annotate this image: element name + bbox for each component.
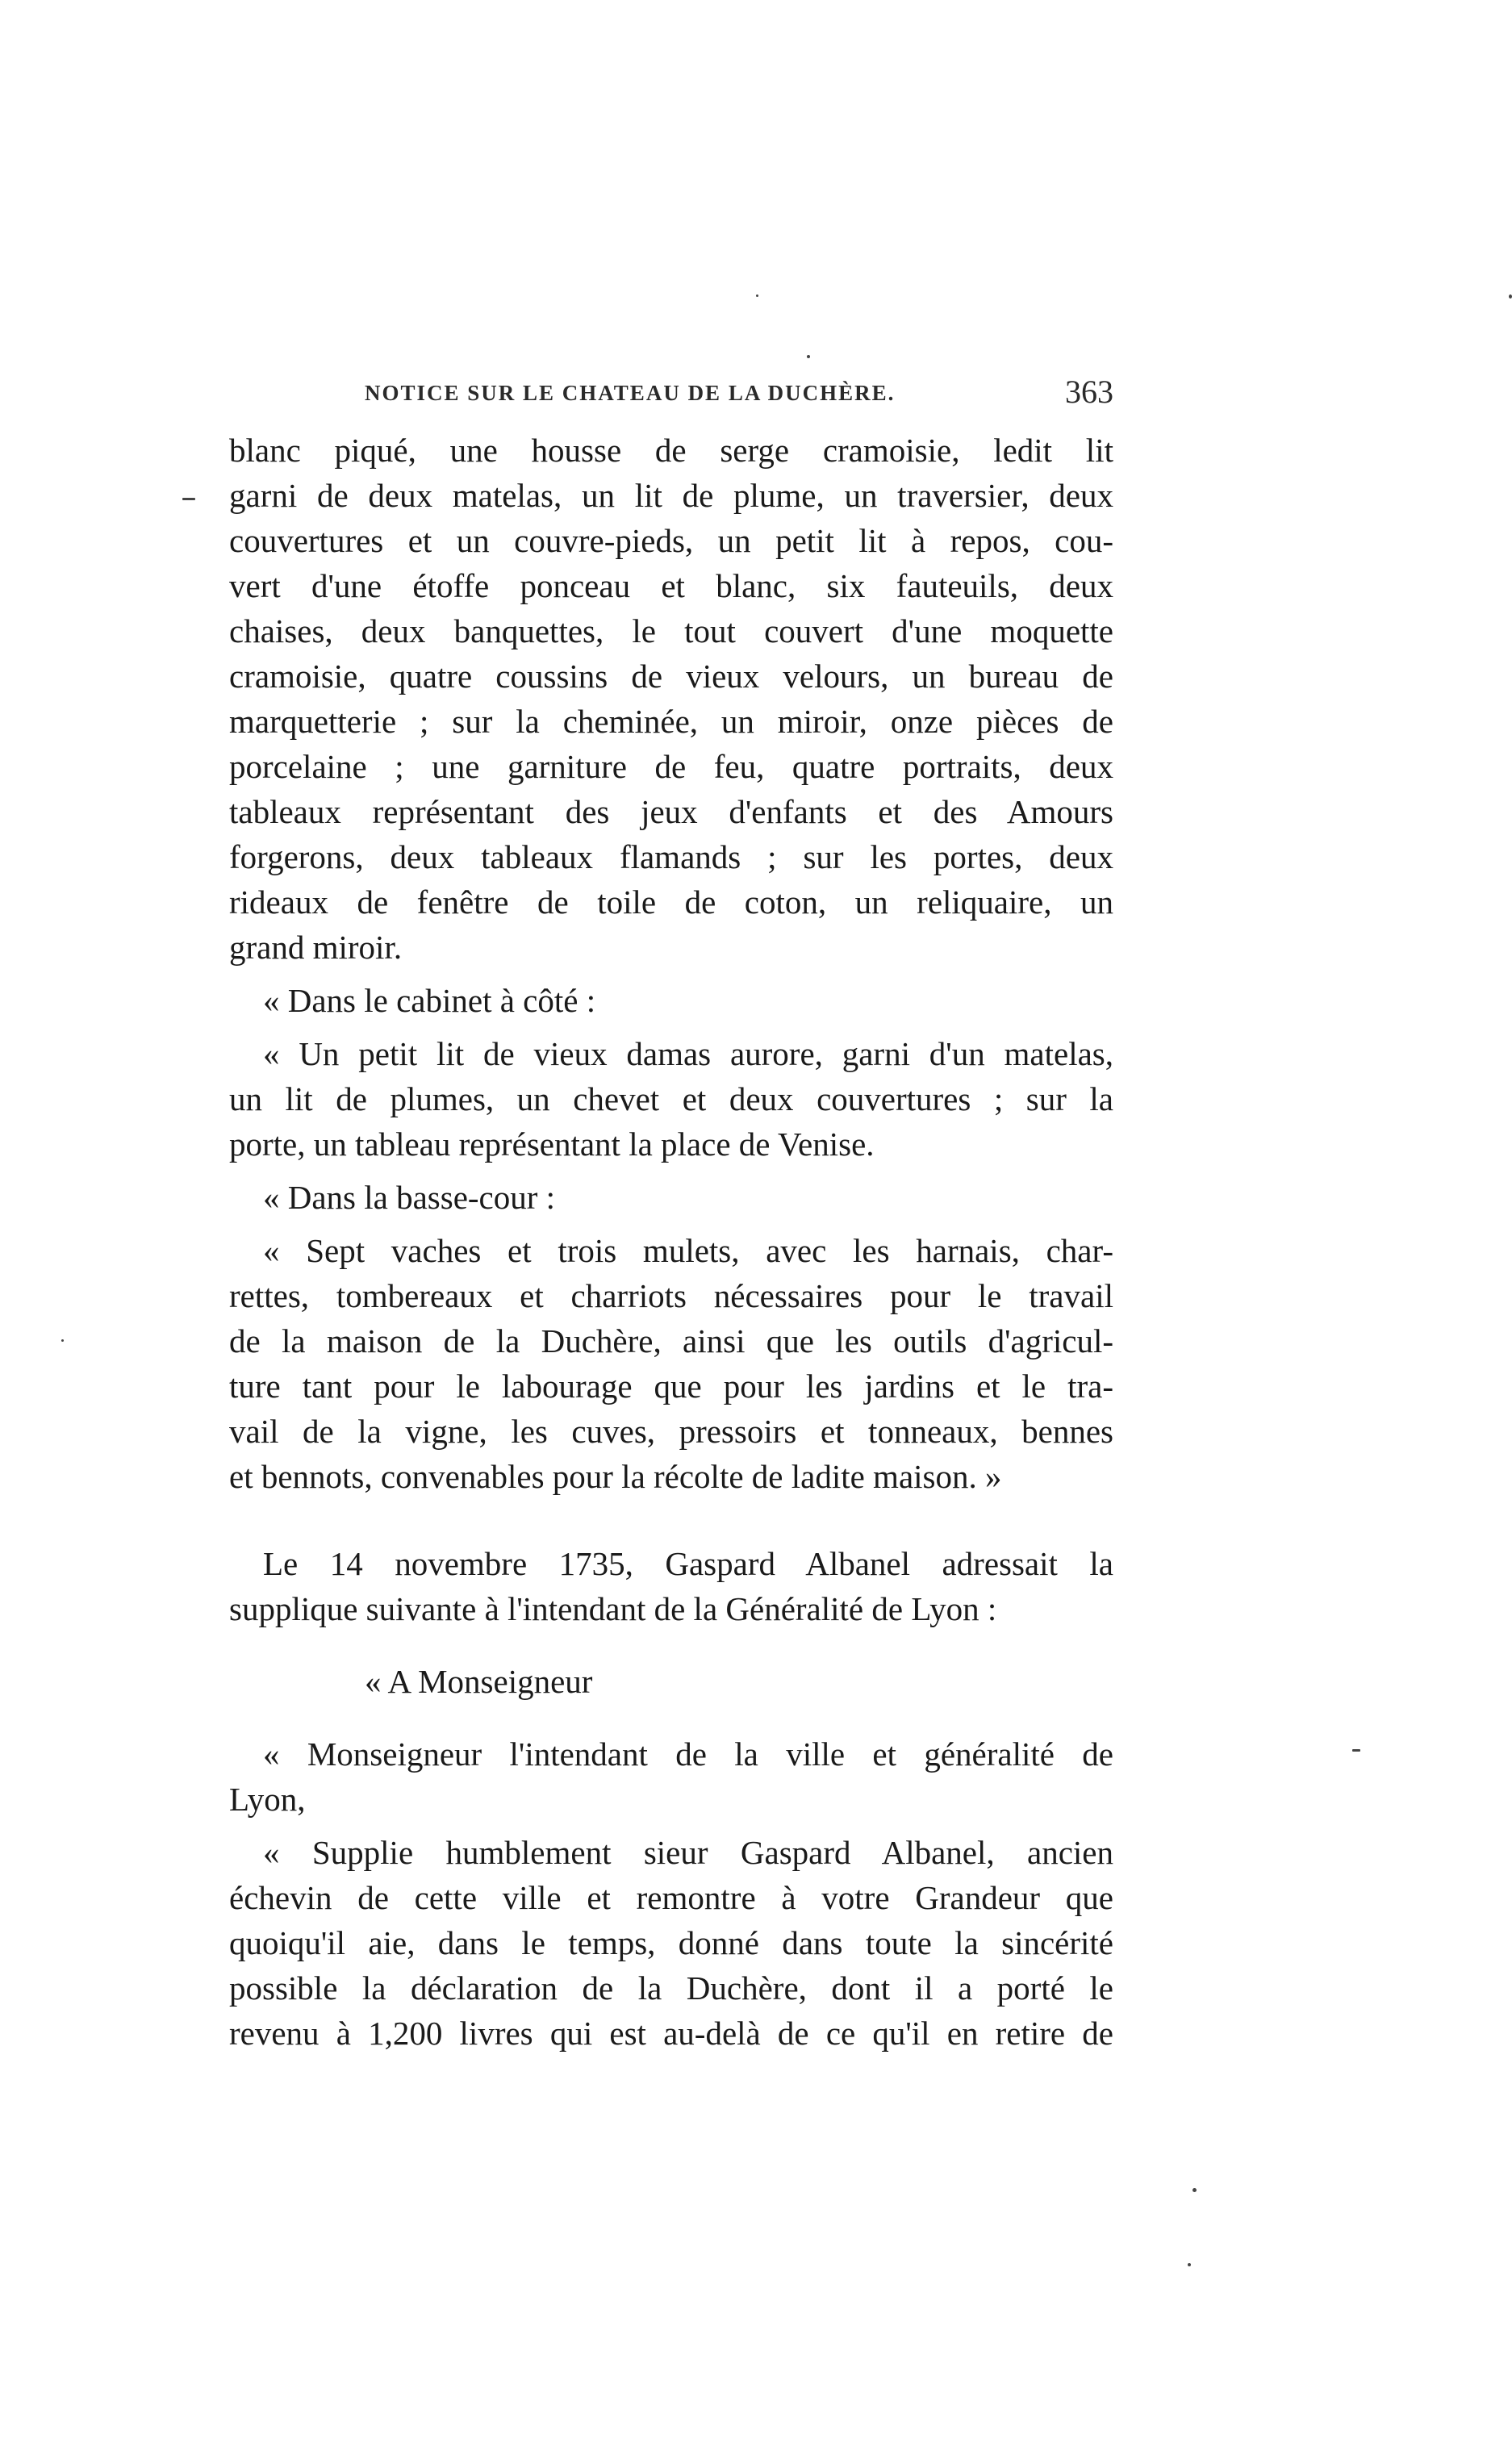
text-line: un lit de plumes, un chevet et deux couvertures ; sur la — [229, 1080, 1113, 1117]
text-line: Lyon, — [229, 1781, 306, 1818]
text-line: Le 14 novembre 1735, Gaspard Albanel adressait la — [263, 1545, 1113, 1582]
text-line: garni de deux matelas, un lit de plume, un traversier, deux — [229, 477, 1113, 514]
text-line: « Dans la basse-cour : — [263, 1179, 556, 1216]
text-line: « A Monseigneur — [365, 1663, 593, 1700]
text-line: marquetterie ; sur la cheminée, un miroir, onze pièces de — [229, 703, 1113, 740]
text-line: blanc piqué, une housse de serge cramoisie, ledit lit — [229, 432, 1113, 469]
paragraph-gap — [229, 1499, 1113, 1541]
scan-speck — [1352, 1749, 1360, 1752]
running-title: NOTICE SUR LE CHATEAU DE LA DUCHÈRE. — [365, 381, 896, 405]
text-line: chaises, deux banquettes, le tout couvert d'une moquette — [229, 612, 1113, 649]
text-line: porte, un tableau représentant la place de Venise. — [229, 1126, 875, 1163]
paragraph-gap — [229, 1822, 1113, 1830]
scan-speck — [756, 294, 758, 297]
text-line: « Supplie humblement sieur Gaspard Albanel, ancien — [263, 1834, 1113, 1871]
text-line: rideaux de fenêtre de toile de coton, un reliquaire, un — [229, 883, 1113, 921]
text-line: échevin de cette ville et remontre à votre Grandeur que — [229, 1879, 1113, 1916]
scan-speck — [1188, 2263, 1191, 2266]
paragraph-basse-cour-items — [229, 1228, 1113, 1499]
text-line: cramoisie, quatre coussins de vieux velours, un bureau de — [229, 658, 1113, 695]
text-line: forgerons, deux tableaux flamands ; sur les portes, deux — [229, 838, 1113, 875]
text-line: de la maison de la Duchère, ainsi que les outils d'agricul- — [229, 1322, 1113, 1359]
paragraph-address — [229, 1731, 1113, 1822]
scan-speck — [1509, 294, 1512, 299]
text-line: et bennots, convenables pour la récolte de ladite maison. » — [229, 1458, 1002, 1495]
paragraph-gap — [229, 1023, 1113, 1031]
paragraph-cabinet-heading — [229, 978, 1113, 1023]
text-line: couvertures et un couvre-pieds, un petit lit à repos, cou- — [229, 522, 1113, 559]
paragraph-gap — [229, 1220, 1113, 1228]
scan-speck — [61, 1339, 64, 1342]
paragraph-basse-cour-heading — [229, 1175, 1113, 1220]
text-line: « Sept vaches et trois mulets, avec les harnais, char- — [263, 1232, 1113, 1269]
paragraph-cabinet-items — [229, 1031, 1113, 1167]
scan-speck — [182, 498, 195, 500]
text-line: possible la déclaration de la Duchère, dont il a porté le — [229, 1969, 1113, 2007]
text-line: grand miroir. — [229, 929, 403, 966]
text-line: « Monseigneur l'intendant de la ville et généralité de — [263, 1735, 1113, 1773]
paragraph-salutation — [229, 1659, 1113, 1704]
text-line: tableaux représentant des jeux d'enfants et des Amours — [229, 793, 1113, 830]
paragraph-continuation — [229, 428, 1113, 970]
paragraph-gap — [229, 970, 1113, 978]
text-line: porcelaine ; une garniture de feu, quatre portraits, deux — [229, 748, 1113, 785]
text-line: ture tant pour le labourage que pour les jardins et le tra- — [229, 1368, 1113, 1405]
paragraph-gap — [229, 1167, 1113, 1175]
text-line: rettes, tombereaux et charriots nécessaires pour le travail — [229, 1277, 1113, 1314]
text-line: « Un petit lit de vieux damas aurore, garni d'un matelas, — [263, 1035, 1113, 1072]
text-line: vail de la vigne, les cuves, pressoirs et tonneaux, bennes — [229, 1413, 1113, 1450]
text-line: supplique suivante à l'intendant de la Généralité de Lyon : — [229, 1590, 997, 1627]
paragraph-narrative — [229, 1541, 1113, 1631]
paragraph-gap — [229, 1631, 1113, 1659]
paragraph-supplique — [229, 1830, 1113, 2056]
text-line: vert d'une étoffe ponceau et blanc, six fauteuils, deux — [229, 567, 1113, 604]
text-line: revenu à 1,200 livres qui est au-delà de ce qu'il en retire de — [229, 2015, 1113, 2052]
page-number: 363 — [1065, 374, 1113, 410]
text-line: « Dans le cabinet à côté : — [263, 982, 596, 1019]
paragraph-gap — [229, 1704, 1113, 1731]
scan-speck — [1192, 2188, 1197, 2192]
body-text — [229, 428, 1113, 2056]
scan-speck — [807, 355, 810, 358]
text-line: quoiqu'il aie, dans le temps, donné dans toute la sincérité — [229, 1924, 1113, 1961]
running-head — [365, 373, 1113, 421]
